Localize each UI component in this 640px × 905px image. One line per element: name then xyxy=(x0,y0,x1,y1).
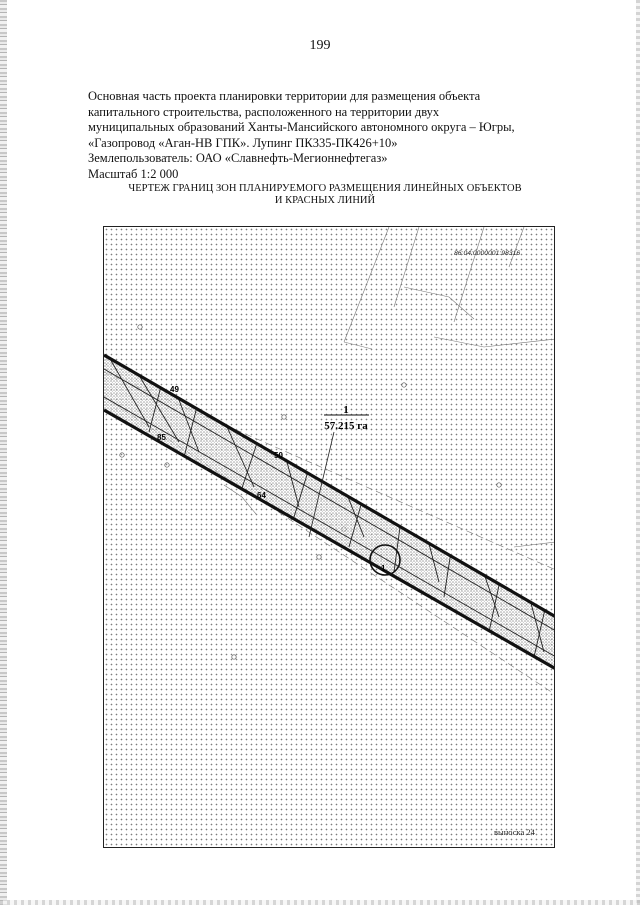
header-line: Основная часть проекта планировки территории для размещения объекта xyxy=(88,89,481,103)
map-drawing xyxy=(103,226,555,848)
scan-edge-left xyxy=(0,0,7,905)
callout-label: выноска 24 xyxy=(494,827,535,837)
point-label: 49 xyxy=(170,385,179,394)
header-line: Землепользователь: ОАО «Славнефть-Мегионнефтегаз» xyxy=(88,151,388,166)
point-label: 64 xyxy=(257,491,266,500)
header-line: капитального строительства, расположенного на территории двух xyxy=(88,104,440,119)
map-canvas xyxy=(104,227,555,848)
header-line: «Газопровод «Аган-НВ ГПК». Лупинг ПК335-ПК426+10» xyxy=(88,135,398,150)
plot-area: 57.215 га xyxy=(324,420,368,432)
point-label: 85 xyxy=(157,433,166,442)
scan-edge-right xyxy=(636,0,640,905)
cadastral-number: 86:04:0000001:98316 xyxy=(454,250,521,257)
drawing-title xyxy=(100,183,550,206)
point-label: 50 xyxy=(274,451,283,460)
header-line: муниципальных образований Ханты-Мансийского автономного округа – Югры, xyxy=(88,120,515,135)
document-header xyxy=(88,89,558,183)
page-number: 199 xyxy=(309,38,331,53)
scan-edge-bottom xyxy=(0,900,640,905)
drawing-title-line: И КРАСНЫХ ЛИНИЙ xyxy=(274,194,376,206)
drawing-title-line: ЧЕРТЕЖ ГРАНИЦ ЗОН ПЛАНИРУЕМОГО РАЗМЕЩЕНИЯ ЛИНЕЙНЫХ ОБЪЕКТОВ xyxy=(128,183,522,194)
header-line: Масштаб 1:2 000 xyxy=(88,166,179,181)
circle-marker-label: 1 xyxy=(381,564,386,573)
plot-number: 1 xyxy=(343,404,349,416)
